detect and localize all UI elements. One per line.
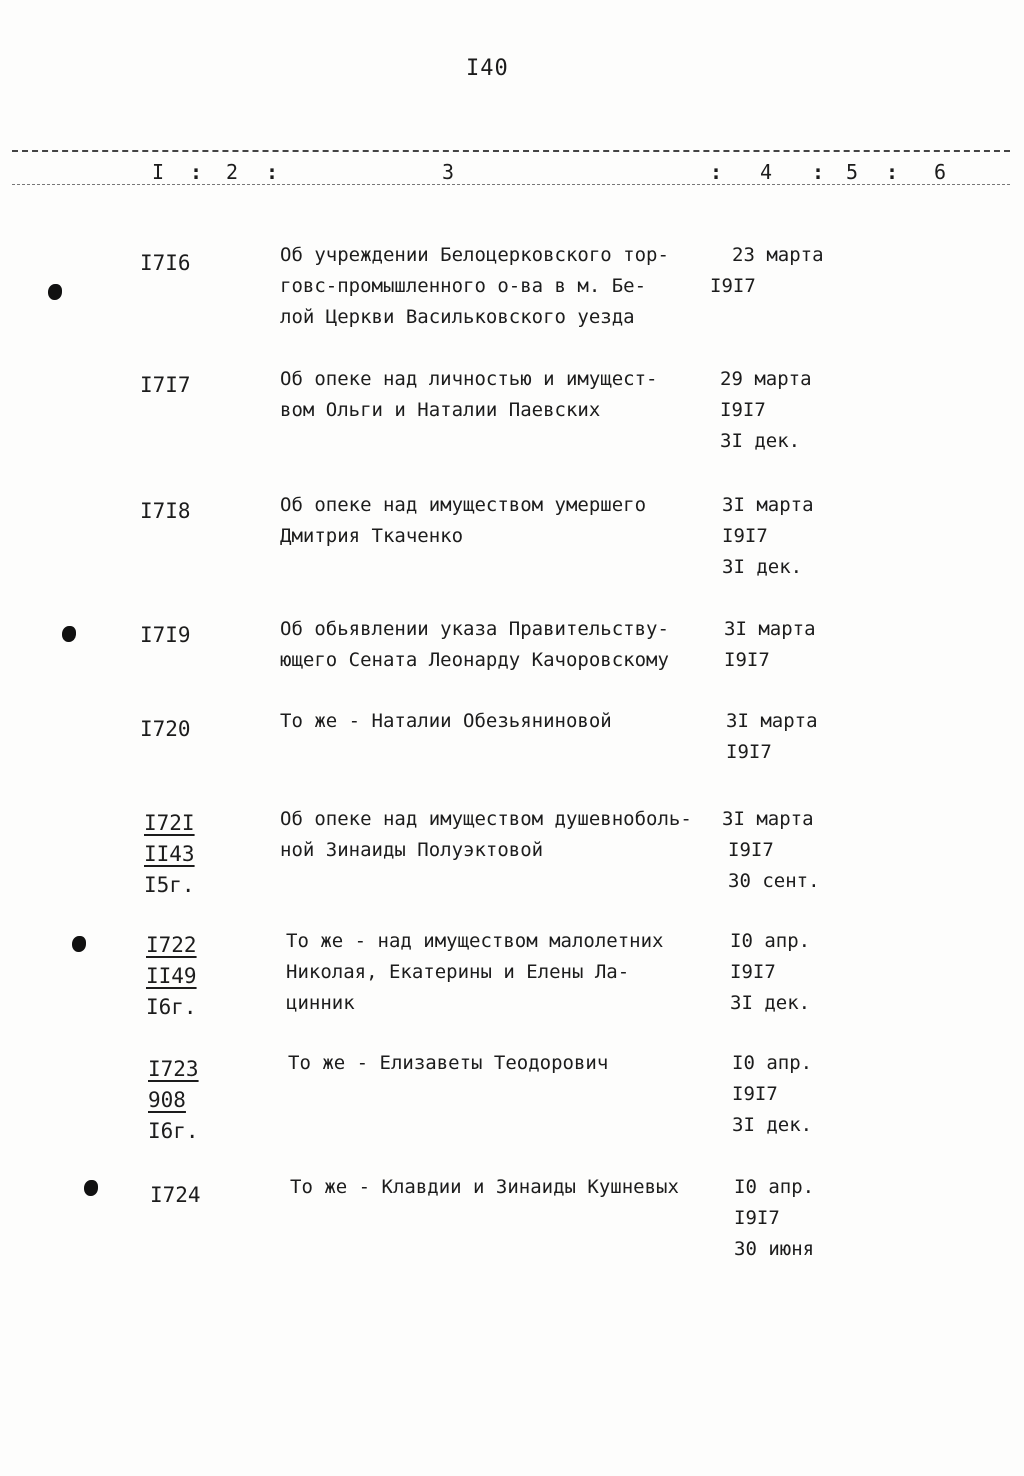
date-line: 29 марта bbox=[720, 368, 812, 390]
date-line: 3I дек. bbox=[730, 992, 811, 1014]
header-bottom-rule bbox=[12, 184, 1010, 185]
entry-number-line: I720 bbox=[140, 717, 191, 741]
date-line: 3I дек. bbox=[720, 430, 801, 452]
entry-number bbox=[144, 808, 195, 901]
description-line: ющего Сената Леонарду Качоровскому bbox=[280, 649, 669, 671]
entry-number-line: I72I bbox=[144, 811, 195, 835]
column-separator: : bbox=[266, 160, 279, 184]
entry-dates bbox=[720, 364, 812, 457]
date-line: 3I марта bbox=[724, 618, 816, 640]
date-line: I9I7 bbox=[728, 839, 774, 861]
description-line: ной Зинаиды Полуэктовой bbox=[280, 839, 544, 861]
entry-dates bbox=[730, 926, 810, 1019]
description-line: лой Церкви Васильковского уезда bbox=[280, 306, 635, 328]
entry-dates bbox=[726, 706, 818, 768]
date-line: I0 апр. bbox=[734, 1176, 815, 1198]
date-line: 23 марта bbox=[732, 244, 824, 266]
date-line: I9I7 bbox=[722, 525, 768, 547]
date-line: 3I дек. bbox=[732, 1114, 813, 1136]
date-line: I0 апр. bbox=[730, 930, 811, 952]
entry-description bbox=[280, 490, 646, 552]
entry-dates bbox=[732, 1048, 812, 1141]
entry-dates bbox=[722, 804, 820, 897]
column-header-1: I bbox=[152, 160, 165, 184]
entry-number-line: I5г. bbox=[144, 873, 195, 897]
entry-number bbox=[140, 248, 191, 279]
entry-number-line: II43 bbox=[144, 842, 195, 866]
date-line: I9I7 bbox=[734, 1207, 780, 1229]
entry-number-line: I6г. bbox=[146, 995, 197, 1019]
description-line: То же - над имуществом малолетних bbox=[286, 930, 664, 952]
column-separator: : bbox=[812, 160, 825, 184]
entry-number bbox=[148, 1054, 199, 1147]
page-number: I40 bbox=[466, 56, 509, 81]
description-line: вом Ольги и Наталии Паевских bbox=[280, 399, 601, 421]
entry-number-line: I722 bbox=[146, 933, 197, 957]
entry-description bbox=[280, 614, 669, 676]
entry-number bbox=[140, 370, 191, 401]
entry-description bbox=[280, 240, 669, 333]
column-separator: : bbox=[710, 160, 723, 184]
date-line: I9I7 bbox=[732, 1083, 778, 1105]
date-line: 3I марта bbox=[726, 710, 818, 732]
description-line: То же - Наталии Обезьяниновой bbox=[280, 710, 612, 732]
description-line: Николая, Екатерины и Елены Ла- bbox=[286, 961, 630, 983]
description-line: Об опеке над имуществом душевноболь- bbox=[280, 808, 692, 830]
entry-number-line: I6г. bbox=[148, 1119, 199, 1143]
date-line: 30 сент. bbox=[728, 870, 820, 892]
description-line: говс-промышленного о-ва в м. Бе- bbox=[280, 275, 647, 297]
header-top-rule bbox=[12, 150, 1010, 152]
description-line: Об обьявлении указа Правительству- bbox=[280, 618, 669, 640]
entry-dates bbox=[722, 490, 814, 583]
entry-number-line: 908 bbox=[148, 1088, 186, 1112]
entry-number-line: I724 bbox=[150, 1183, 201, 1207]
entry-number-line: I723 bbox=[148, 1057, 199, 1081]
description-line: Об учреждении Белоцерковского тор- bbox=[280, 244, 669, 266]
column-header-5: 5 bbox=[846, 160, 859, 184]
description-line: Дмитрия Ткаченко bbox=[280, 525, 464, 547]
entry-number-line: I7I9 bbox=[140, 623, 191, 647]
column-header-4: 4 bbox=[760, 160, 773, 184]
description-line: Об опеке над личностью и имущест- bbox=[280, 368, 658, 390]
punch-hole bbox=[48, 284, 62, 300]
entry-dates bbox=[724, 614, 816, 676]
description-line: Об опеке над имуществом умершего bbox=[280, 494, 647, 516]
date-line: I0 апр. bbox=[732, 1052, 813, 1074]
entry-description bbox=[280, 364, 658, 426]
entry-number-line: II49 bbox=[146, 964, 197, 988]
entry-number bbox=[140, 620, 191, 651]
date-line: I9I7 bbox=[710, 275, 756, 297]
entry-dates bbox=[710, 240, 824, 302]
column-header-2: 2 bbox=[226, 160, 239, 184]
entry-description bbox=[288, 1048, 608, 1079]
description-line: цинник bbox=[286, 992, 355, 1014]
date-line: 3I дек. bbox=[722, 556, 803, 578]
entry-description bbox=[290, 1172, 679, 1203]
date-line: I9I7 bbox=[726, 741, 772, 763]
entry-number bbox=[140, 714, 191, 745]
column-header-3: 3 bbox=[442, 160, 455, 184]
entry-dates bbox=[734, 1172, 814, 1265]
column-separator: : bbox=[190, 160, 203, 184]
entry-description bbox=[280, 804, 692, 866]
date-line: I9I7 bbox=[724, 649, 770, 671]
entry-number-line: I7I7 bbox=[140, 373, 191, 397]
punch-hole bbox=[72, 936, 86, 952]
entry-description bbox=[286, 926, 664, 1019]
description-line: То же - Елизаветы Теодорович bbox=[288, 1052, 609, 1074]
date-line: 30 июня bbox=[734, 1238, 815, 1260]
entry-number-line: I7I8 bbox=[140, 499, 191, 523]
column-header-6: 6 bbox=[934, 160, 947, 184]
date-line: I9I7 bbox=[730, 961, 776, 983]
entry-number bbox=[150, 1180, 201, 1211]
entry-description bbox=[280, 706, 612, 737]
date-line: I9I7 bbox=[720, 399, 766, 421]
date-line: 3I марта bbox=[722, 808, 814, 830]
description-line: То же - Клавдии и Зинаиды Кушневых bbox=[290, 1176, 679, 1198]
entry-number-line: I7I6 bbox=[140, 251, 191, 275]
punch-hole bbox=[62, 626, 76, 642]
punch-hole bbox=[84, 1180, 98, 1196]
date-line: 3I марта bbox=[722, 494, 814, 516]
entry-number bbox=[140, 496, 191, 527]
column-separator: : bbox=[886, 160, 899, 184]
entry-number bbox=[146, 930, 197, 1023]
